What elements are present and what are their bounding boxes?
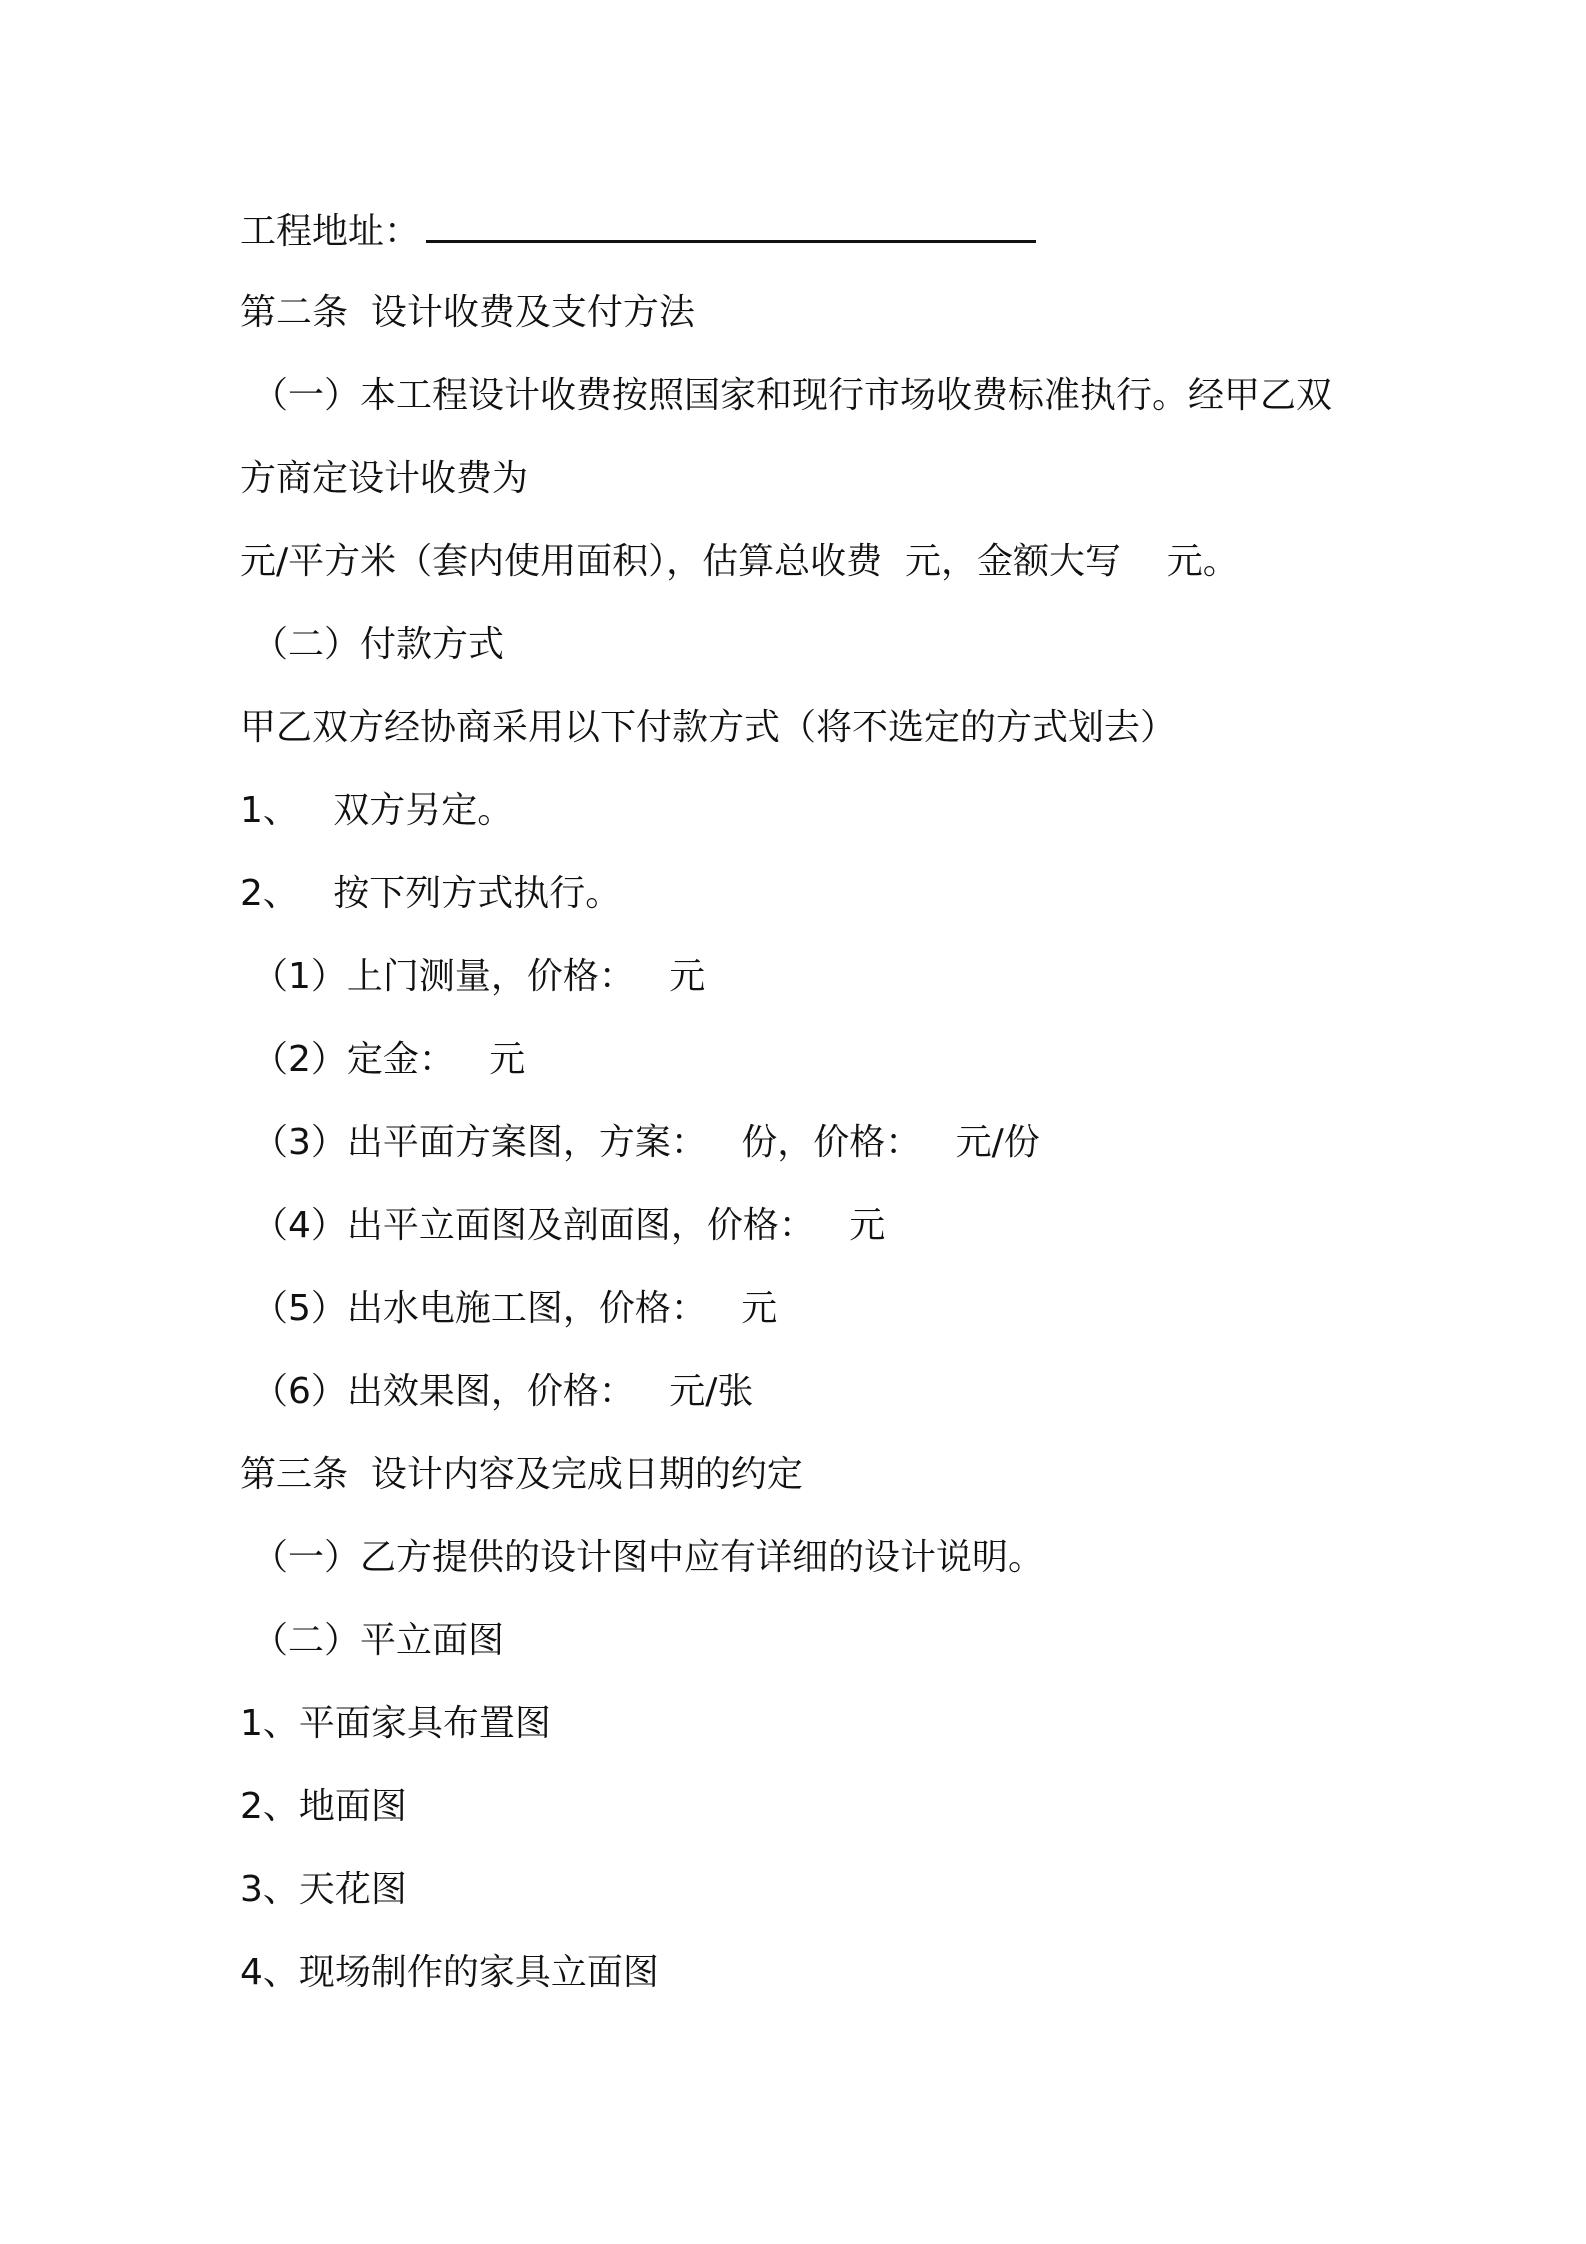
payment-intro: 甲乙双方经协商采用以下付款方式（将不选定的方式划去） — [240, 707, 1177, 748]
article3-item2-title: （二）平立面图 — [252, 1620, 505, 1661]
article2-item2-title: （二）付款方式 — [252, 624, 505, 665]
article2-title: 第二条 设计收费及支付方法 — [240, 292, 695, 333]
payment-sub-2: （2）定金： 元 — [252, 1039, 526, 1080]
drawing-list-item-2: 2、地面图 — [240, 1786, 407, 1827]
article2-item1-line1: （一）本工程设计收费按照国家和现行市场收费标准执行。经甲乙双 — [252, 375, 1333, 416]
payment-sub-5: （5）出水电施工图，价格： 元 — [252, 1288, 778, 1329]
drawing-list-item-3: 3、天花图 — [240, 1869, 407, 1910]
payment-option-1: 1、 双方另定。 — [240, 790, 514, 831]
drawing-list-item-1: 1、平面家具布置图 — [240, 1703, 551, 1744]
payment-sub-4: （4）出平立面图及剖面图，价格： 元 — [252, 1205, 886, 1246]
article2-item1-line2: 方商定设计收费为 — [240, 458, 529, 499]
payment-option-2: 2、 按下列方式执行。 — [240, 873, 622, 914]
project-address-blank — [426, 206, 1036, 243]
project-address-line — [240, 206, 1036, 256]
article3-item1: （一）乙方提供的设计图中应有详细的设计说明。 — [252, 1537, 1045, 1578]
project-address-label: 工程地址： — [240, 211, 421, 252]
payment-sub-1: （1）上门测量，价格： 元 — [252, 956, 706, 997]
drawing-list-item-4: 4、现场制作的家具立面图 — [240, 1952, 659, 1993]
payment-sub-3: （3）出平面方案图，方案： 份，价格： 元/份 — [252, 1122, 1040, 1163]
article2-item1-line3: 元/平方米（套内使用面积），估算总收费 元，金额大写 元。 — [240, 541, 1239, 582]
article3-title: 第三条 设计内容及完成日期的约定 — [240, 1454, 803, 1495]
payment-sub-6: （6）出效果图，价格： 元/张 — [252, 1371, 754, 1412]
